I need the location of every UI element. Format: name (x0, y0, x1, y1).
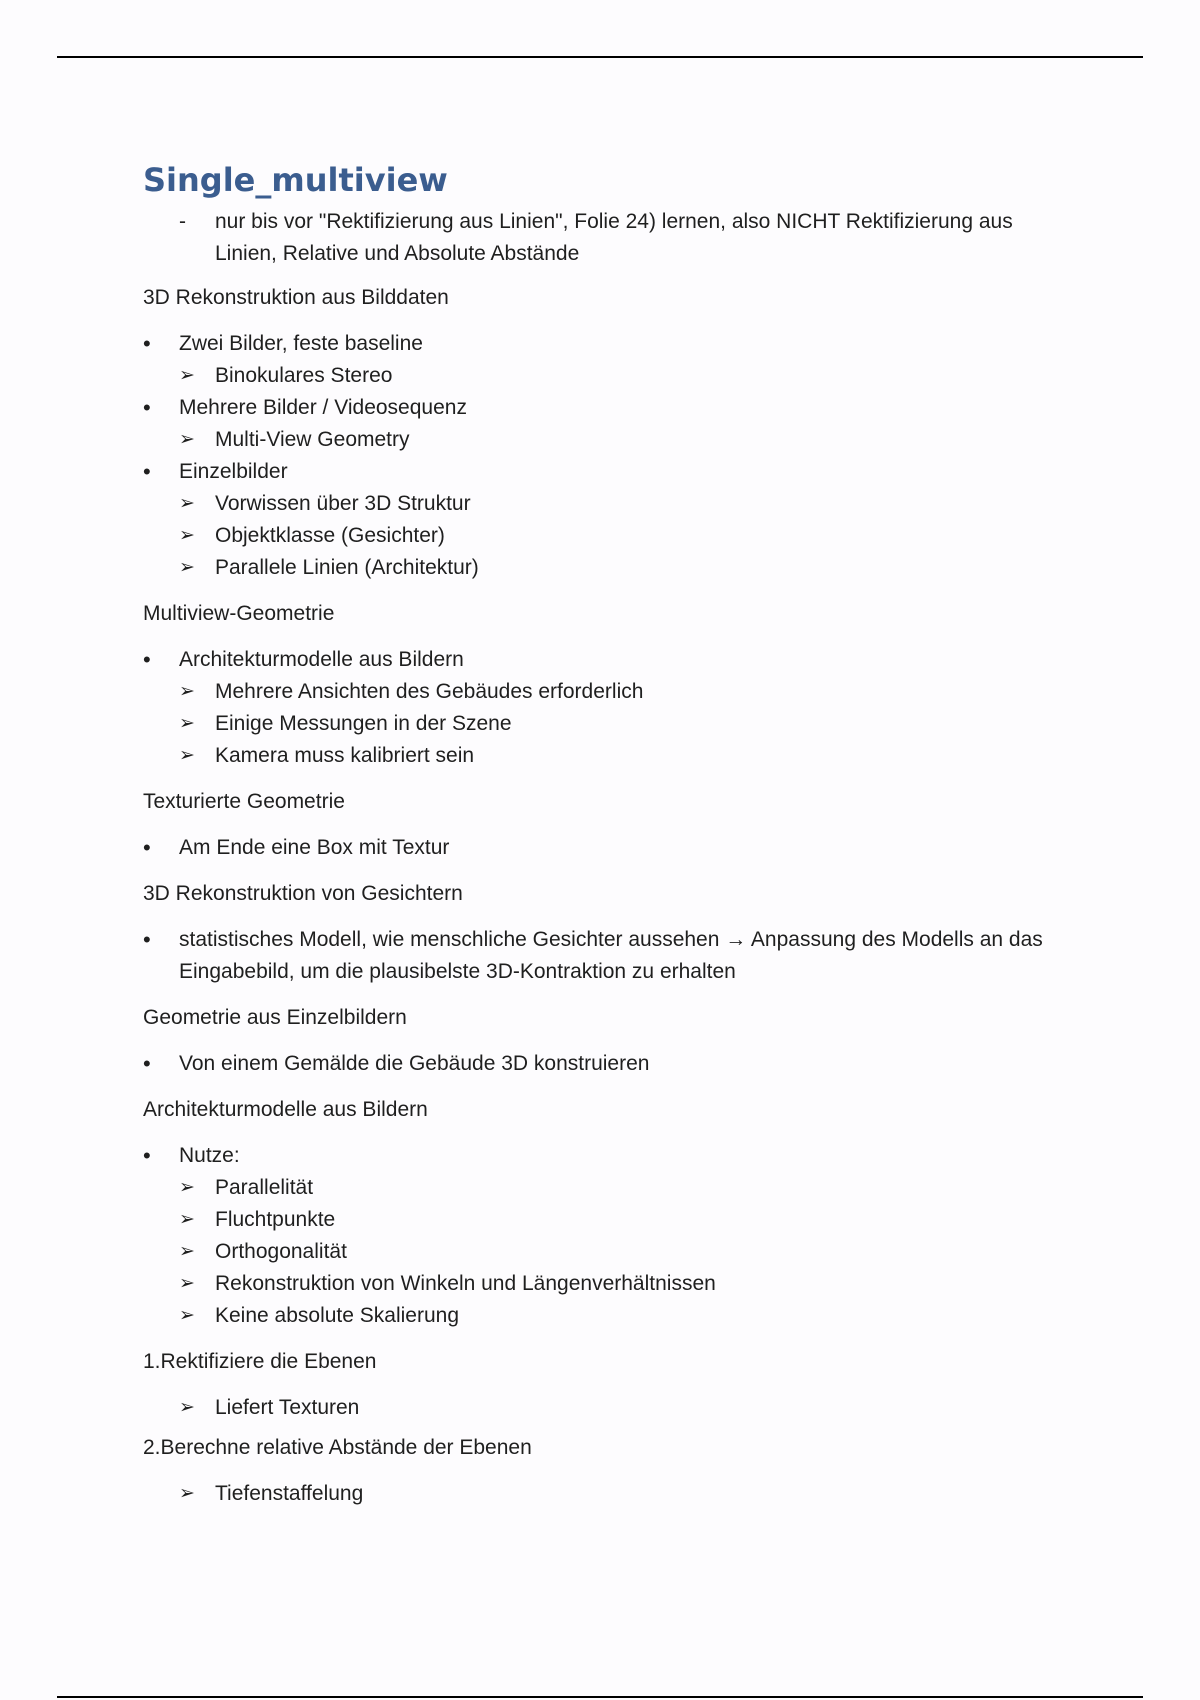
section-heading: Multiview-Geometrie (143, 602, 335, 625)
sub-bullet-item: ➢ Vorwissen über 3D Struktur (143, 488, 1063, 520)
page-title: Single_multiview (143, 161, 448, 199)
sub-bullet-item: ➢ Keine absolute Skalierung (143, 1300, 1063, 1332)
sub-bullet-item: ➢ Fluchtpunkte (143, 1204, 1063, 1236)
bullet-item: • statistisches Modell, wie menschliche Gesichter aussehen → Anpassung des Modells an das Eingabebild, um die plausibelste 3D-Kontraktion zu erhalten (143, 924, 1063, 988)
sub-bullet-item: ➢ Einige Messungen in der Szene (143, 708, 1063, 740)
bullet-list (143, 644, 1063, 772)
sub-bullet-item: ➢ Tiefenstaffelung (143, 1478, 1063, 1510)
section-heading: 1.Rektifiziere die Ebenen (143, 1350, 377, 1373)
sub-bullet-item: ➢ Liefert Texturen (143, 1392, 1063, 1424)
sub-bullet-item: ➢ Kamera muss kalibriert sein (143, 740, 1063, 772)
note-paragraph (143, 206, 1063, 270)
note-text: nur bis vor "Rektifizierung aus Linien", Folie 24) lernen, also NICHT Rektifizierung aus Linien, Relative und Absolute Abstände (215, 210, 1013, 265)
document-body (143, 160, 1063, 1518)
section-heading: Architekturmodelle aus Bildern (143, 1098, 428, 1121)
sub-bullet-item: ➢ Mehrere Ansichten des Gebäudes erforderlich (143, 676, 1063, 708)
section-heading: 3D Rekonstruktion von Gesichtern (143, 882, 463, 905)
sub-bullet-item: ➢ Rekonstruktion von Winkeln und Längenverhältnissen (143, 1268, 1063, 1300)
bullet-item: • Nutze: (143, 1140, 1063, 1172)
bullet-item: • Zwei Bilder, feste baseline (143, 328, 1063, 360)
bullet-item: • Von einem Gemälde die Gebäude 3D konstruieren (143, 1048, 1063, 1080)
bullet-list (143, 832, 1063, 864)
sections-container (143, 282, 1063, 1510)
section-heading: 2.Berechne relative Abstände der Ebenen (143, 1436, 532, 1459)
sub-bullet-item: ➢ Binokulares Stereo (143, 360, 1063, 392)
sub-bullet-item: ➢ Multi-View Geometry (143, 424, 1063, 456)
bullet-item: • Mehrere Bilder / Videosequenz (143, 392, 1063, 424)
bullet-item: • Architekturmodelle aus Bildern (143, 644, 1063, 676)
sub-bullet-item: ➢ Parallele Linien (Architektur) (143, 552, 1063, 584)
sub-bullet-item: ➢ Objektklasse (Gesichter) (143, 520, 1063, 552)
bullet-item: • Einzelbilder (143, 456, 1063, 488)
section-heading: 3D Rekonstruktion aus Bilddaten (143, 286, 449, 309)
section-heading: Geometrie aus Einzelbildern (143, 1006, 407, 1029)
bullet-list (143, 1478, 1063, 1510)
sub-bullet-item: ➢ Parallelität (143, 1172, 1063, 1204)
bullet-list (143, 1392, 1063, 1424)
header-rule (57, 56, 1143, 58)
dash-marker: - (179, 210, 186, 233)
bullet-list (143, 328, 1063, 584)
bullet-list (143, 1140, 1063, 1332)
bullet-item: • Am Ende eine Box mit Textur (143, 832, 1063, 864)
footer-rule (57, 1696, 1143, 1698)
section-heading: Texturierte Geometrie (143, 790, 345, 813)
bullet-list (143, 1048, 1063, 1080)
bullet-list (143, 924, 1063, 988)
sub-bullet-item: ➢ Orthogonalität (143, 1236, 1063, 1268)
